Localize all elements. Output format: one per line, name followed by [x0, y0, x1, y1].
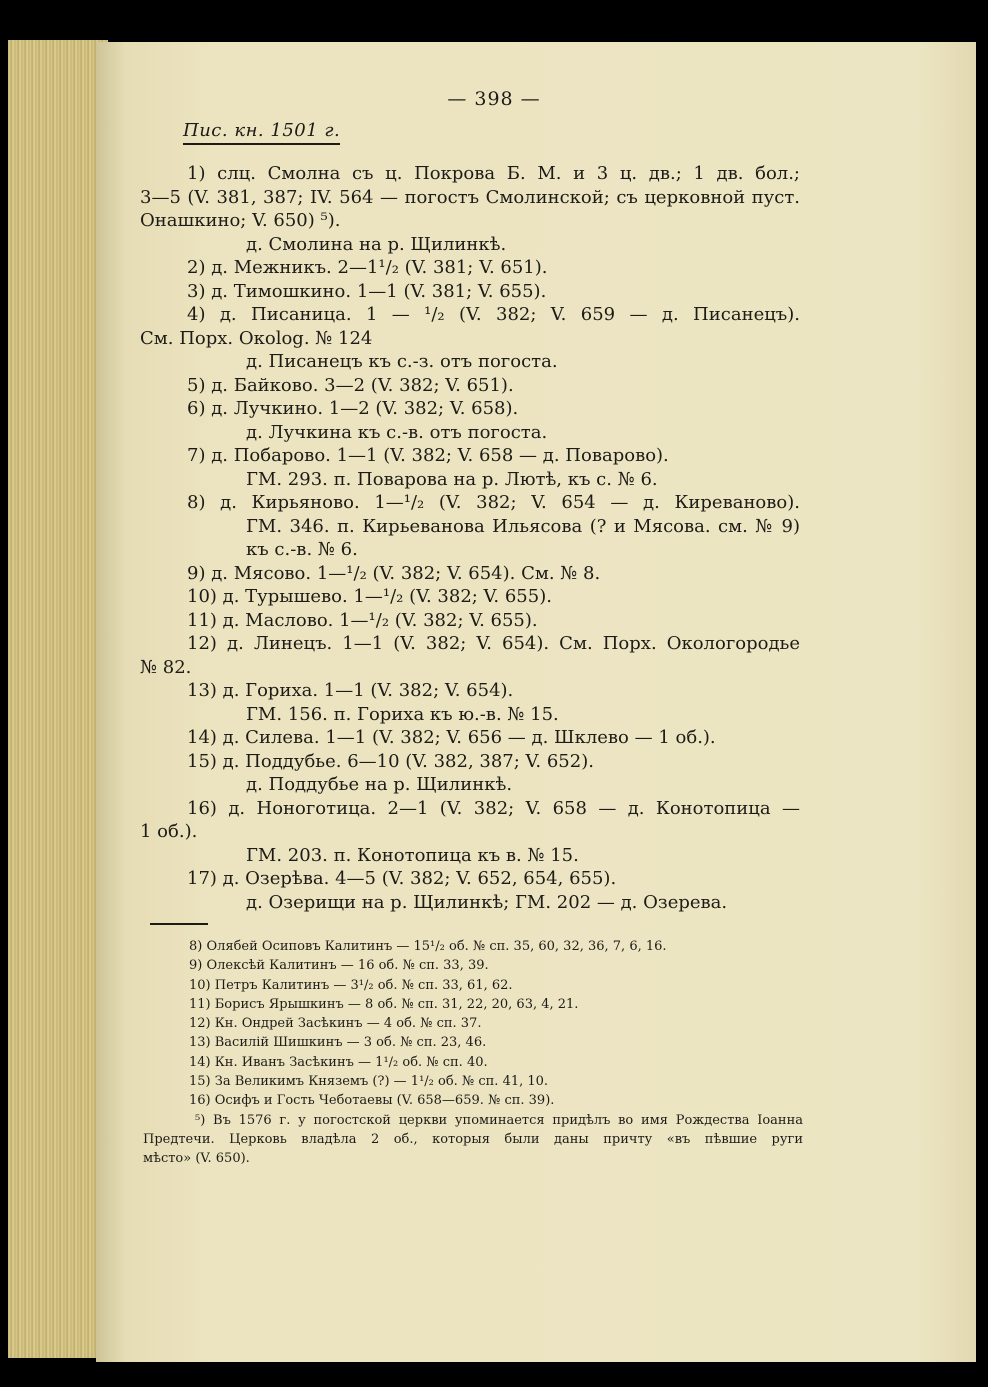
body-line: д. Озерищи на р. Щилинкѣ; ГМ. 202 — д. Озерева. [246, 891, 728, 913]
body-line: 12) д. Линецъ. 1—1 (V. 382; V. 654). См. Порх. Окологородье [187, 633, 800, 654]
body-line: ГМ. 346. п. Кирьеванова Ильясова (? и Мясова. см. № 9) [246, 515, 800, 537]
footnote-line: 16) Осифъ и Гость Чеботаевы (V. 658—659. № сп. 39). [189, 1093, 555, 1109]
footnote-line: мѣсто» (V. 650). [143, 1151, 250, 1167]
body-line: 17) д. Озерѣва. 4—5 (V. 382; V. 652, 654, 655). [187, 868, 617, 889]
body-line: 11) д. Маслово. 1—¹/₂ (V. 382; V. 655). [187, 609, 538, 631]
book-page-edges [8, 40, 108, 1358]
body-line: 10) д. Турышево. 1—¹/₂ (V. 382; V. 655). [187, 586, 552, 607]
body-line: 9) д. Мясово. 1—¹/₂ (V. 382; V. 654). См. № 8. [187, 562, 601, 584]
body-line: къ с.-в. № 6. [246, 539, 358, 560]
footnote-divider [150, 923, 208, 925]
body-line: № 82. [140, 656, 192, 678]
footnote-line: ⁵) Въ 1576 г. у погостской церкви упоминается придѣлъ во имя Рождества Іоанна [195, 1112, 803, 1128]
section-heading: Пис. кн. 1501 г. [183, 120, 340, 145]
footnote-line: 9) Олексѣй Калитинъ — 16 об. № сп. 33, 39. [189, 958, 489, 974]
body-line: 1) слц. Смолна съ ц. Покрова Б. М. и 3 ц. дв.; 1 дв. бол.; [187, 163, 800, 184]
body-line: 4) д. Писаница. 1 — ¹/₂ (V. 382; V. 659 — д. Писанецъ). [187, 304, 800, 325]
body-line: 7) д. Побарово. 1—1 (V. 382; V. 658 — д. Поварово). [187, 445, 669, 466]
body-text [140, 162, 800, 914]
body-line: 16) д. Ноноготица. 2—1 (V. 382; V. 658 — д. Конотопица — [187, 797, 800, 819]
footnote-line: 10) Петръ Калитинъ — 3¹/₂ об. № сп. 33, 61, 62. [189, 977, 513, 993]
body-line: 1 об.). [140, 821, 198, 842]
body-line: 8) д. Кирьяново. 1—¹/₂ (V. 382; V. 654 — д. Киреваново). [187, 492, 800, 513]
body-line: 3—5 (V. 381, 387; IV. 564 — погостъ Смолинской; съ церковной пуст. [140, 186, 800, 208]
body-line: 13) д. Гориха. 1—1 (V. 382; V. 654). [187, 680, 514, 701]
body-line: д. Поддубье на р. Щилинкѣ. [246, 774, 513, 795]
footnote-line: 11) Борисъ Ярышкинъ — 8 об. № сп. 31, 22, 20, 63, 4, 21. [189, 996, 579, 1012]
footnote-line: 14) Кн. Иванъ Засѣкинъ — 1¹/₂ об. № сп. 40. [189, 1054, 488, 1070]
footnote-line: 15) За Великимъ Княземъ (?) — 1¹/₂ об. № сп. 41, 10. [189, 1074, 549, 1090]
body-line: д. Смолина на р. Щ⁠илинкѣ. [246, 233, 507, 255]
page-number: — 398 — [447, 88, 541, 110]
body-line: ГМ. 293. п. Поварова на р. Лютѣ, къ с. № 6. [246, 468, 658, 490]
body-line: 15) д. Поддубье. 6—10 (V. 382, 387; V. 652). [187, 750, 594, 772]
body-line: См. Порх. Окolog. № 124 [140, 327, 373, 349]
body-line: 14) д. Силева. 1—1 (V. 382; V. 656 — д. Шклево — 1 об.). [187, 727, 716, 748]
footnote-line: 12) Кн. Ондрей Засѣкинъ — 4 об. № сп. 37. [189, 1016, 482, 1032]
footnote-line: 8) Олябей Осиповъ Калитинъ — 15¹/₂ об. № сп. 35, 60, 32, 36, 7, 6, 16. [189, 939, 667, 954]
body-line: д. Писанецъ къ с.-з. отъ погоста. [246, 351, 558, 372]
footnote-line: Предтечи. Церковь владѣла 2 об., которыя были даны причту «въ пѣвшие руги [143, 1131, 803, 1147]
body-line: 2) д. Межникъ. 2—1¹/₂ (V. 381; V. 651). [187, 257, 548, 278]
body-line: ГМ. 156. п. Гориха къ ю.-в. № 15. [246, 703, 559, 725]
body-line: ГМ. 203. п. Конотопица къ в. № 15. [246, 844, 579, 866]
body-line: 6) д. Лучкино. 1—2 (V. 382; V. 658). [187, 398, 519, 419]
body-line: 3) д. Тимошкино. 1—1 (V. 381; V. 655). [187, 280, 547, 302]
body-line: Онашкино; V. 650) ⁵). [140, 210, 341, 231]
footnote-line: 13) Василій Шишкинъ — 3 об. № сп. 23, 46. [189, 1035, 487, 1051]
footnotes [143, 937, 803, 1169]
body-line: 5) д. Байково. 3—2 (V. 382; V. 651). [187, 374, 514, 396]
body-line: д. Лучкина къ с.-в. отъ погоста. [246, 421, 548, 443]
